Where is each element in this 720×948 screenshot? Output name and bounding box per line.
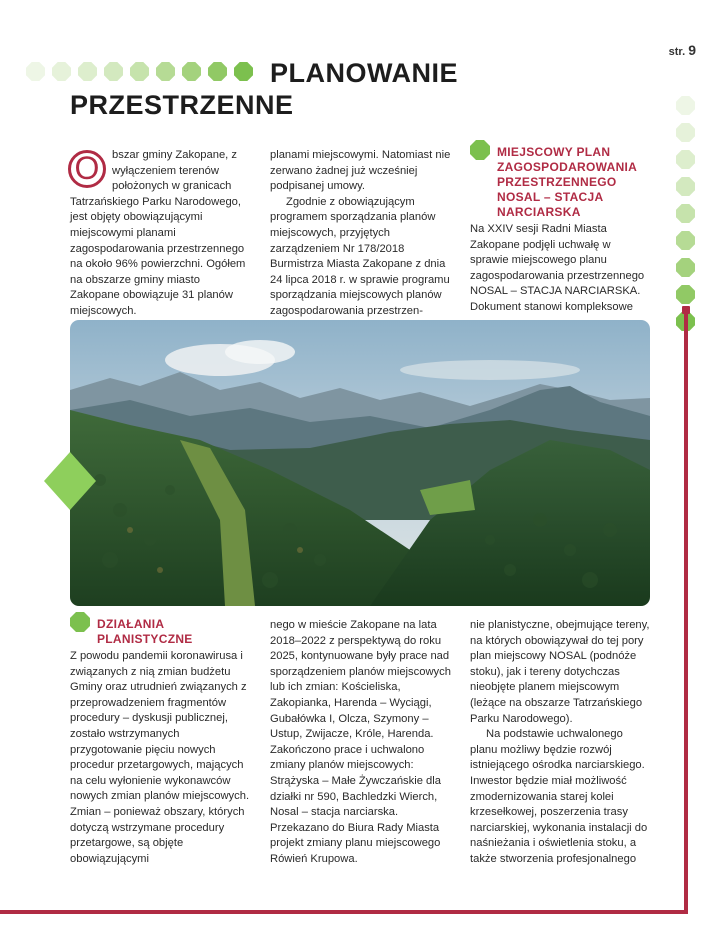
section-heading-dzialania: DZIAŁANIA PLANISTYCZNE: [97, 617, 193, 646]
page-number-value: 9: [688, 42, 696, 58]
section-marker-icon: [70, 612, 90, 632]
nosal-paragraph: Na XXIV sesji Radni Miasta Zakopane podjęli uchwałę w sprawie miejscowego planu zagospodarowania przestrzennego NOSAL – STACJA NARCIARSKA. Dokument stanowi kompleksowe: [470, 223, 645, 313]
title-line-2: PRZESTRZENNE: [70, 90, 294, 120]
page-prefix: str.: [668, 46, 686, 58]
intro-paragraph: bszar gminy Zakopane, z wyłączeniem terenów położonych w granicach Tatrzańskiego Parku Narodowego, jest objęty obowiązującymi miejscowymi planami zagospodarowania przestrzennego na około 96% powierzchni. Ogółem na obszarze gminy miasto Zakopane obowiązuje 31 planów miejscowych.: [70, 149, 246, 317]
deco-octagon: [676, 285, 695, 304]
deco-octagon: [676, 231, 695, 250]
page-number: [669, 42, 696, 58]
dzialania-column-2: [270, 618, 454, 868]
intro-paragraph-continued: planami miejscowymi. Natomiast nie zerwano żadnej już wcześniej podpisanej umowy.: [270, 149, 451, 193]
dzialania-paragraph-continued: nego w mieście Zakopane na lata 2018–2022 z perspektywą do roku 2025, kontynuowane były prace nad sporządzeniem planów miejscowych lub ich zmian: Kościeliska, Zakopianka, Harenda – Wyciągi, Gubałówka I, Olcza, Szymony – Ustup, Zwijacze, Króle, Harenda. Zakończono prace i uchwalono zmiany planów miejscowych: Strążyska – Małe Żywczańskie dla działki nr 590, Bachledzki Wierch, Nosal – stacja narciarska. Przekazano do Biura Rady Miasta projekt zmiany planu miejscowego Rówień Krupowa.: [270, 619, 451, 865]
intro-column-2: [270, 148, 454, 320]
deco-octagon: [676, 204, 695, 223]
section-marker-icon: [470, 140, 490, 160]
landscape-illustration: [70, 320, 650, 606]
title-line-1: PLANOWANIE: [270, 58, 459, 88]
dzialania-column-1: [70, 649, 250, 867]
intro-paragraph-2: Zgodnie z obowiązującym programem sporządzania planów miejscowych, przyjętych zarządzeniem Nr 178/2018 Burmistrza Miasta Zakopane z dnia 24 lipca 2018 r. w sprawie programu sporządzania miejscowych planów zagospodarowania przestrzen-: [270, 195, 450, 317]
deco-octagon: [676, 258, 695, 277]
deco-octagon: [676, 150, 695, 169]
deco-octagon: [676, 96, 695, 115]
deco-octagon: [676, 177, 695, 196]
nosal-paragraph-continued: nie planistyczne, obejmujące tereny, na których obowiązywał do tej pory plan miejscowy NOSAL (podnóże stoku), jak i tereny dotychczas nieobjęte planem miejscowym (leżące na obszarze Tatrzańskiego Parku Narodowego).: [470, 619, 650, 725]
deco-octagon: [676, 123, 695, 142]
border-line-vertical: [684, 312, 688, 914]
deco-octagon: [52, 62, 71, 81]
page-title: [70, 57, 550, 121]
dzialania-column-3: [470, 618, 652, 868]
nosal-paragraph-2: Na podstawie uchwalonego planu możliwy będzie rozwój istniejącego ośrodka narciarskiego. Inwestor będzie miał możliwość zmodernizowania starej kolei krzesełkowej, poszerzenia trasy narciarskiej, wykonania instalacji do naśnieżania i oświetlenia stoku, a także stworzenia profesjonalnego: [470, 728, 648, 865]
border-line-horizontal: [0, 910, 688, 914]
deco-octagon: [26, 62, 45, 81]
dzialania-paragraph: Z powodu pandemii koronawirusa i związanych z nią zmian budżetu Gminy oraz utrudnień związanych z przeprowadzeniem fragmentów procedury – dyskusji publicznej, zostało wstrzymanych przygotowanie pięciu nowych procedur przetargowych, mających na celu wyłonienie wykonawców nowych zmian planów miejscowych. Zmian – ponieważ obszary, których dotyczą wstrzymane procedury przetargowe, są objęte obowiązującymi: [70, 650, 250, 865]
section-heading-nosal: MIEJSCOWY PLAN ZAGOSPODAROWANIA PRZESTRZENNEGO NOSAL – STACJA NARCIARSKA: [497, 145, 637, 219]
decorative-dots-column: [676, 96, 695, 331]
nosal-column: [470, 222, 650, 331]
intro-column-1: [70, 148, 248, 320]
mountain-landscape-photo: [70, 320, 650, 606]
dropcap: O: [68, 150, 106, 188]
